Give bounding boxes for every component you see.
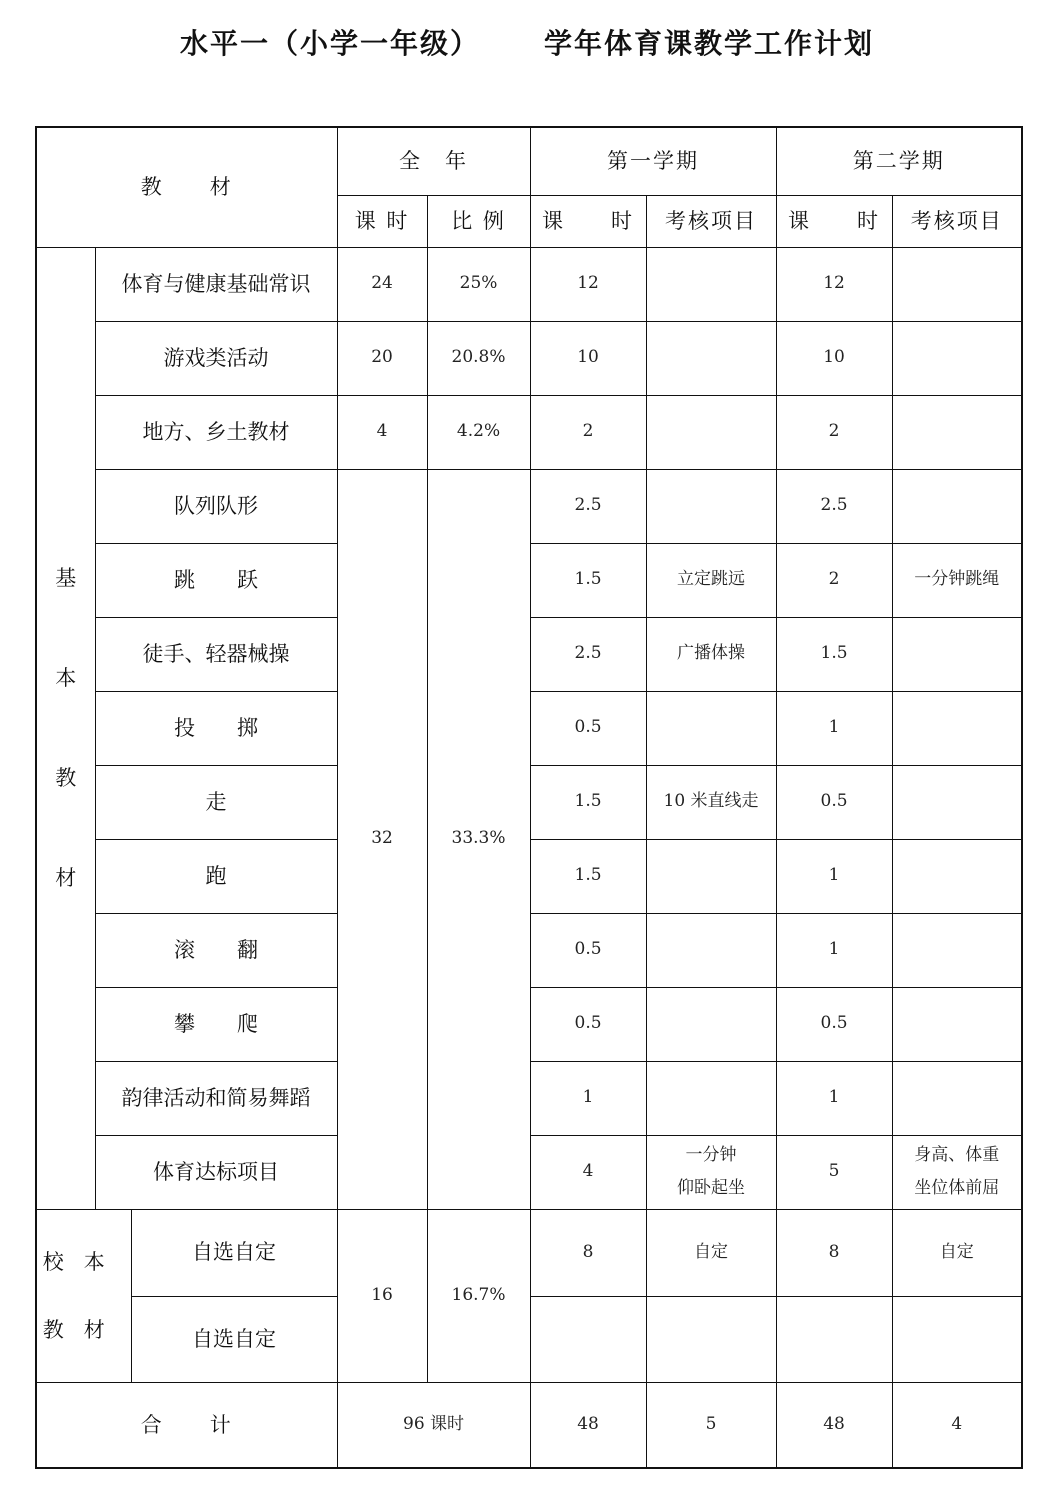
row-term1-assess: 广播体操 (646, 617, 776, 691)
row-term2-hours (776, 1296, 892, 1382)
row-hours: 4 (337, 395, 427, 469)
row-term2-hours: 1 (776, 1061, 892, 1135)
header-term2-assess: 考核项目 (892, 195, 1022, 247)
row-term2-assess (892, 691, 1022, 765)
row-term2-assess (892, 321, 1022, 395)
total-year: 96 课时 (337, 1382, 530, 1468)
row-term2-hours: 12 (776, 247, 892, 321)
row-term1-hours: 1.5 (530, 765, 646, 839)
header-term1-hours: 课 时 (530, 195, 646, 247)
header-term2: 第二学期 (776, 127, 1022, 195)
merged-hours: 32 (337, 469, 427, 1209)
header-ratio: 比 例 (427, 195, 530, 247)
row-ratio: 4.2% (427, 395, 530, 469)
row-term2-assess (892, 617, 1022, 691)
row-term1-hours: 0.5 (530, 987, 646, 1061)
row-name: 投 掷 (95, 691, 337, 765)
row-term1-assess (646, 691, 776, 765)
total-row (36, 1382, 1022, 1468)
row-term1-assess (646, 839, 776, 913)
row-term1-hours: 8 (530, 1209, 646, 1296)
header-term1-assess: 考核项目 (646, 195, 776, 247)
row-term2-assess (892, 913, 1022, 987)
row-name: 滚 翻 (95, 913, 337, 987)
row-term1-assess (646, 247, 776, 321)
row-name: 体育达标项目 (95, 1135, 337, 1209)
row-name: 地方、乡土教材 (95, 395, 337, 469)
row-term2-assess (892, 469, 1022, 543)
row-term2-assess (892, 987, 1022, 1061)
row-name: 自选自定 (131, 1209, 337, 1296)
row-term1-assess (646, 395, 776, 469)
row-term1-hours: 2.5 (530, 617, 646, 691)
row-term2-hours: 2 (776, 543, 892, 617)
row-term2-assess (892, 395, 1022, 469)
total-term2-hours: 48 (776, 1382, 892, 1468)
plan-table (35, 126, 1023, 1469)
row-name: 跑 (95, 839, 337, 913)
row-name: 游戏类活动 (95, 321, 337, 395)
total-term1-assess: 5 (646, 1382, 776, 1468)
merged-ratio: 33.3% (427, 469, 530, 1209)
row-hours: 20 (337, 321, 427, 395)
school-group-label: 校本 教材 (36, 1209, 131, 1382)
row-name: 攀 爬 (95, 987, 337, 1061)
row-term1-assess: 自定 (646, 1209, 776, 1296)
header-term2-hours: 课 时 (776, 195, 892, 247)
row-name: 自选自定 (131, 1296, 337, 1382)
table-row (36, 247, 1022, 321)
table-row (36, 321, 1022, 395)
header-material: 教 材 (36, 127, 337, 247)
row-term1-assess (646, 987, 776, 1061)
table-row (36, 395, 1022, 469)
header-hours: 课 时 (337, 195, 427, 247)
row-term1-hours: 2.5 (530, 469, 646, 543)
row-term1-hours: 4 (530, 1135, 646, 1209)
row-name: 跳 跃 (95, 543, 337, 617)
row-term2-hours: 1.5 (776, 617, 892, 691)
title-right: 学年体育课教学工作计划 (544, 27, 875, 60)
row-term2-assess: 身高、体重 坐位体前屈 (892, 1135, 1022, 1209)
row-term1-assess: 立定跳远 (646, 543, 776, 617)
row-name: 韵律活动和简易舞蹈 (95, 1061, 337, 1135)
total-label: 合 计 (36, 1382, 337, 1468)
row-term2-hours: 8 (776, 1209, 892, 1296)
row-term2-assess (892, 839, 1022, 913)
row-term2-hours: 1 (776, 839, 892, 913)
row-name: 体育与健康基础常识 (95, 247, 337, 321)
row-term2-hours: 1 (776, 691, 892, 765)
row-term1-hours (530, 1296, 646, 1382)
row-term1-hours: 2 (530, 395, 646, 469)
row-term2-hours: 0.5 (776, 765, 892, 839)
row-term2-hours: 10 (776, 321, 892, 395)
row-term1-assess: 一分钟 仰卧起坐 (646, 1135, 776, 1209)
row-term2-assess (892, 1061, 1022, 1135)
total-term2-assess: 4 (892, 1382, 1022, 1468)
table-row (36, 1209, 1022, 1296)
row-term1-hours: 1.5 (530, 543, 646, 617)
row-term1-assess (646, 469, 776, 543)
row-term1-assess (646, 913, 776, 987)
basic-group-label: 基 本 教 材 (36, 247, 95, 1209)
total-term1-hours: 48 (530, 1382, 646, 1468)
row-term1-hours: 0.5 (530, 913, 646, 987)
row-term2-hours: 2.5 (776, 469, 892, 543)
page-title (0, 22, 1048, 62)
school-hours: 16 (337, 1209, 427, 1382)
row-term1-hours: 1 (530, 1061, 646, 1135)
row-name: 走 (95, 765, 337, 839)
row-term2-assess: 自定 (892, 1209, 1022, 1296)
row-term2-hours: 1 (776, 913, 892, 987)
row-term1-assess (646, 1296, 776, 1382)
table-row (36, 469, 1022, 543)
title-left: 水平一（小学一年级） (180, 27, 481, 60)
row-term2-hours: 0.5 (776, 987, 892, 1061)
row-term1-assess (646, 321, 776, 395)
school-ratio: 16.7% (427, 1209, 530, 1382)
row-term1-assess: 10 米直线走 (646, 765, 776, 839)
row-name: 徒手、轻器械操 (95, 617, 337, 691)
row-term1-hours: 10 (530, 321, 646, 395)
row-name: 队列队形 (95, 469, 337, 543)
row-term2-assess: 一分钟跳绳 (892, 543, 1022, 617)
header-term1: 第一学期 (530, 127, 776, 195)
row-ratio: 20.8% (427, 321, 530, 395)
row-hours: 24 (337, 247, 427, 321)
row-term2-hours: 5 (776, 1135, 892, 1209)
row-term2-assess (892, 247, 1022, 321)
row-ratio: 25% (427, 247, 530, 321)
row-term2-hours: 2 (776, 395, 892, 469)
header-full-year: 全 年 (337, 127, 530, 195)
row-term1-hours: 12 (530, 247, 646, 321)
row-term1-hours: 1.5 (530, 839, 646, 913)
row-term2-assess (892, 765, 1022, 839)
row-term2-assess (892, 1296, 1022, 1382)
row-term1-hours: 0.5 (530, 691, 646, 765)
row-term1-assess (646, 1061, 776, 1135)
